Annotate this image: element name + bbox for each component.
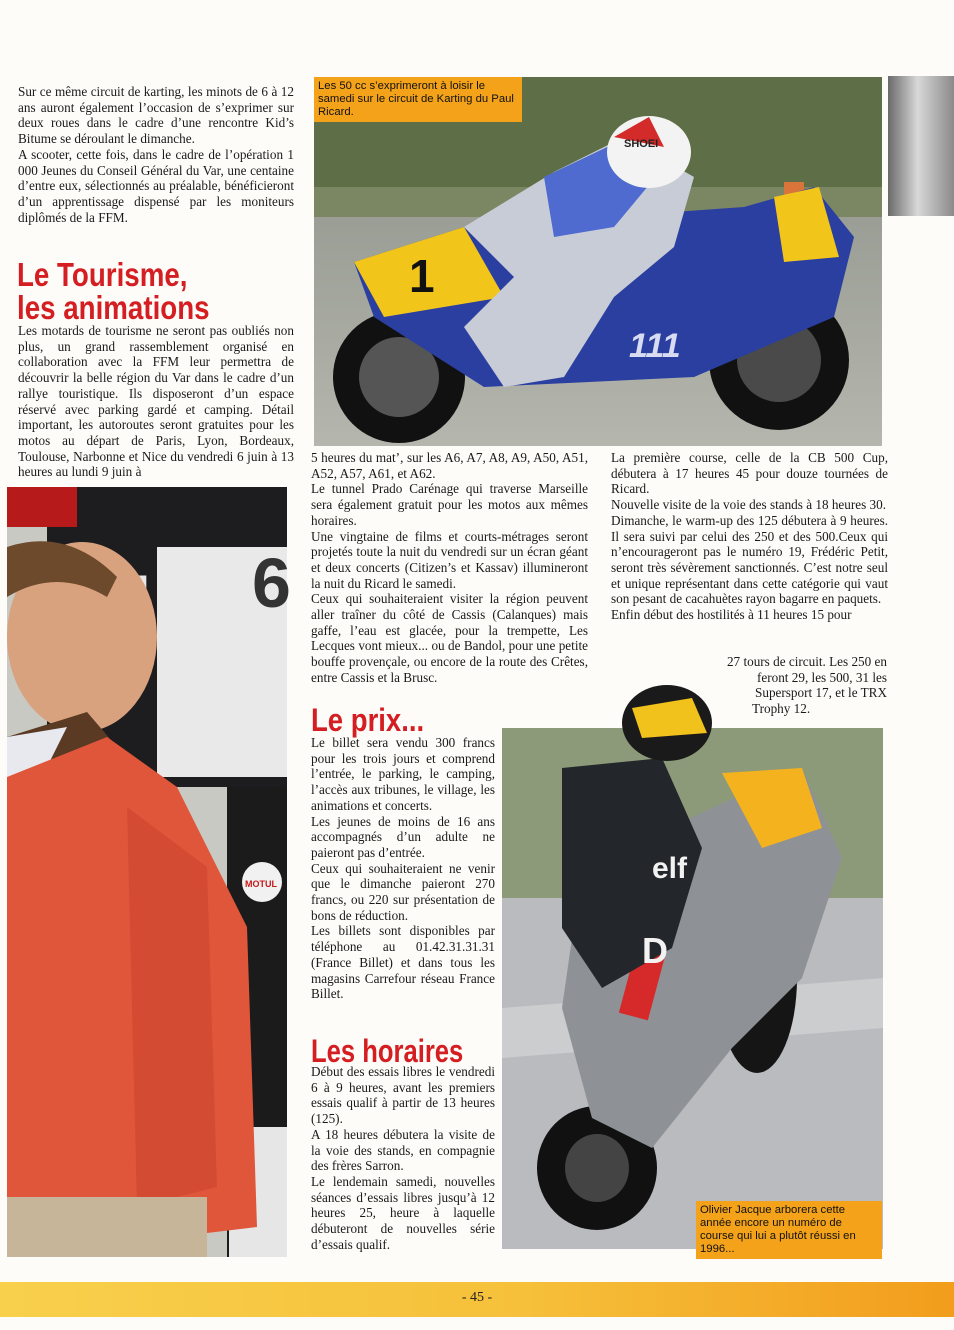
right-wrap-line: Supersport 17, et le TRX	[755, 685, 887, 701]
right-paragraph-end-1: Enfin début des hostilités à 11 heures 15 pour	[611, 607, 852, 623]
tyre-label: D	[642, 930, 668, 971]
fairing-number-label: 111	[629, 327, 681, 365]
horaires-paragraph: Le lendemain samedi, nouvelles séances d’essais libres jusqu’à 12 heures 25, heure à laquelle débuteront de nouvelles série d’essais qualif.	[311, 1173, 495, 1252]
right-wrap-line: 27 tours de circuit. Les 250 en	[726, 654, 887, 669]
tourisme-text	[18, 323, 294, 480]
right-text-last	[752, 701, 882, 717]
heading-horaires: Les horaires	[311, 1033, 464, 1069]
right-last-line: Trophy 12.	[752, 701, 811, 716]
middle-paragraph: Le tunnel Prado Carénage qui traverse Marseille sera également gratuit pour les motos aux mêmes horaires.	[311, 481, 588, 528]
bike-number-label: 1	[409, 250, 435, 302]
photo-racer-50cc	[314, 77, 882, 446]
helmet-brand-label: SHOEI	[624, 138, 659, 150]
wheelie-illustration	[502, 728, 883, 1249]
middle-paragraph: Ceux qui souhaiteraient visiter la région peuvent aller traîner du côté de Cassis (Calanques) mais gaffe, l’eau est glacée, pour la trempette, Les Lecques vont mieux... ou de Bandol, pour une petite bouffe provençale, ou encore de la route des Crêtes, entre Cassis et la Brusc.	[311, 591, 588, 685]
sponsor-label: elf	[652, 852, 688, 885]
prix-text	[311, 735, 495, 1002]
photo-wheelie	[502, 728, 883, 1249]
heading-tourisme-line1: Le Tourisme,	[17, 256, 188, 293]
middle-paragraph: 5 heures du mat’, sur les A6, A7, A8, A9, A50, A51, A52, A57, A61, et A62.	[311, 450, 588, 481]
right-paragraph: La première course, celle de la CB 500 Cup, débutera à 17 heures 45 pour douze tournées de Ricard.	[611, 450, 888, 497]
right-text	[611, 450, 888, 623]
photo-rider-portrait	[7, 487, 291, 1257]
intro-paragraph: Sur ce même circuit de karting, les minots de 6 à 12 ans auront également l’occasion de s’exprimer sur deux roues dans le cadre d’une rencontre Kid’s Bitume se déroulant le dimanche.	[18, 84, 294, 147]
heading-tourisme	[17, 258, 210, 324]
intro-paragraph: A scooter, cette fois, dans le cadre de l’opération 1 000 Jeunes du Conseil Général du Var, une centaine d’entre eux, sélectionnés au préalable, bénéficieront d’un apprentissage dispensé par les moniteurs diplômés de la FFM.	[18, 146, 294, 225]
horaires-paragraph: A 18 heures débutera la visite de la voie des stands, en compagnie des frères Sarron.	[311, 1126, 495, 1174]
tourisme-paragraph: Les motards de tourisme ne seront pas oubliés non plus, un grand rassemblement organisé en collaboration avec la FFM leur permettra de découvrir la belle région du Var dans le cadre d’un rallye touristique. Ils disposeront d’un espace réservé avec parking gardé et camping. Détail important, les autoroutes seront gratuites pour les motos au départ de Paris, Lyon, Bordeaux, Toulouse, Narbonne et Nice du vendredi 6 juin à 13 heures au lundi 9 juin à	[18, 323, 294, 480]
racer-50cc-illustration	[314, 77, 882, 446]
right-text-wrap	[697, 654, 887, 701]
rider-portrait-illustration	[7, 487, 291, 1257]
prix-paragraph: Le billet sera vendu 300 francs pour les trois jours et comprend l’entrée, le parking, le camping, l’accès aux tribunes, le village, les animations et concerts.	[311, 735, 495, 813]
middle-text	[311, 450, 588, 686]
page-edge-tab	[888, 76, 954, 216]
caption-top: Les 50 cc s’exprimeront à loisir le samedi sur le circuit de Karting du Paul Ricard.	[314, 77, 522, 122]
heading-tourisme-line2: les animations	[17, 289, 210, 326]
motul-label: MOTUL	[245, 879, 277, 889]
poster-digit: 6	[252, 544, 291, 622]
heading-prix: Le prix...	[311, 702, 425, 738]
prix-paragraph: Les jeunes de moins de 16 ans accompagnés d’un adulte ne paieront pas d’entrée.	[311, 813, 495, 860]
caption-bottom: Olivier Jacque arborera cette année encore un numéro de course qui lui a plutôt réussi en 1996...	[696, 1201, 882, 1259]
horaires-paragraph: Début des essais libres le vendredi 6 à 9 heures, avant les premiers essais qualif à partir de 13 heures (125).	[311, 1064, 495, 1127]
intro-text	[18, 84, 294, 225]
prix-paragraph: Les billets sont disponibles par téléphone au 01.42.31.31.31 (France Billet) et dans tous les magasins Carrefour réseau France Billet.	[311, 923, 495, 1002]
right-wrap-line: feront 29, les 500, 31 les	[756, 669, 887, 685]
horaires-text	[311, 1064, 495, 1252]
middle-paragraph: Une vingtaine de films et courts-métrages seront projetés toute la nuit du vendredi sur un écran géant et deux concerts (Citizen’s et Kassav) illumineront la nuit du Ricard le samedi.	[311, 528, 588, 591]
page-number: - 45 -	[461, 1290, 493, 1305]
prix-paragraph: Ceux qui souhaiteraient ne venir que le dimanche paieront 270 francs, ou 220 sur présentation de bons de réduction.	[311, 860, 495, 923]
right-paragraph: Nouvelle visite de la voie des stands à 18 heures 30.	[611, 497, 887, 513]
right-paragraph: Dimanche, le warm-up des 125 débutera à 9 heures. Il sera suivi par celui des 250 et des 500.Ceux qui n’encourageront pas le numéro 19, Frédéric Petit, seront très sévèrement sanctionnés. C’est notre seul et unique représentant dans cette catégorie qui vaut son pesant de cacahuètes rayon bagarre en paquets.	[611, 512, 888, 607]
